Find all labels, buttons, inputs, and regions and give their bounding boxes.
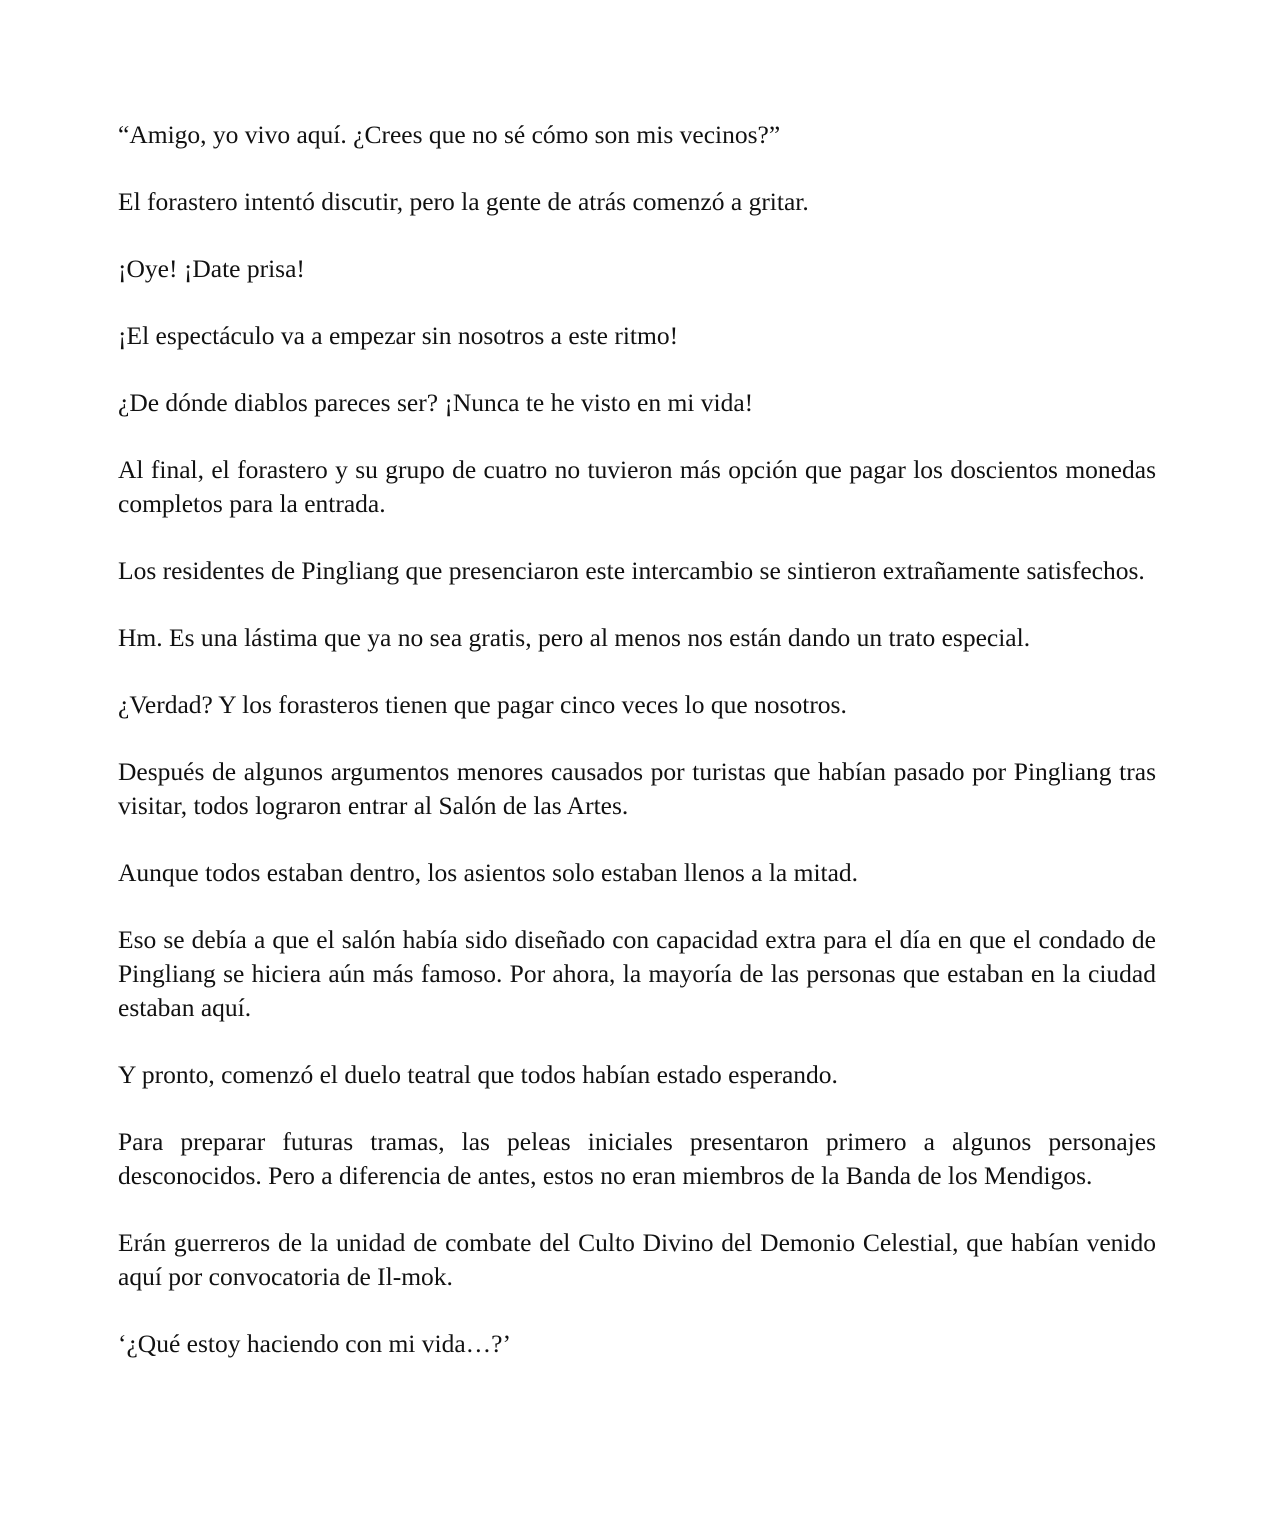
paragraph: Al final, el forastero y su grupo de cuatro no tuvieron más opción que pagar los doscientos monedas completos para la entrada. [118, 455, 1156, 518]
paragraph: Los residentes de Pingliang que presenciaron este intercambio se sintieron extrañamente satisfechos. [118, 556, 1145, 585]
paragraph: Aunque todos estaban dentro, los asientos solo estaban llenos a la mitad. [118, 858, 859, 887]
paragraph: ¡Oye! ¡Date prisa! [118, 254, 305, 283]
paragraph: El forastero intentó discutir, pero la gente de atrás comenzó a gritar. [118, 187, 809, 216]
paragraph: Y pronto, comenzó el duelo teatral que todos habían estado esperando. [118, 1060, 838, 1089]
paragraph: Erán guerreros de la unidad de combate del Culto Divino del Demonio Celestial, que habían venido aquí por convocatoria de Il-mok. [118, 1228, 1156, 1291]
paragraph: “Amigo, yo vivo aquí. ¿Crees que no sé cómo son mis vecinos?” [118, 120, 781, 149]
paragraph: ¿Verdad? Y los forasteros tienen que pagar cinco veces lo que nosotros. [118, 690, 847, 719]
paragraph: ¿De dónde diablos pareces ser? ¡Nunca te he visto en mi vida! [118, 388, 754, 417]
paragraph: ‘¿Qué estoy haciendo con mi vida…?’ [118, 1329, 511, 1358]
paragraph: Eso se debía a que el salón había sido diseñado con capacidad extra para el día en que el condado de Pingliang se hiciera aún más famoso. Por ahora, la mayoría de las personas que estaban en la ciudad estaban aquí. [118, 925, 1156, 1022]
paragraph: ¡El espectáculo va a empezar sin nosotros a este ritmo! [118, 321, 679, 350]
paragraph: Después de algunos argumentos menores causados por turistas que habían pasado por Pingliang tras visitar, todos lograron entrar al Salón de las Artes. [118, 757, 1156, 820]
paragraph: Hm. Es una lástima que ya no sea gratis, pero al menos nos están dando un trato especial. [118, 623, 1031, 652]
paragraph: Para preparar futuras tramas, las peleas iniciales presentaron primero a algunos personajes desconocidos. Pero a diferencia de antes, estos no eran miembros de la Banda de los Mendigos. [118, 1127, 1156, 1190]
body-text [118, 118, 1156, 1361]
